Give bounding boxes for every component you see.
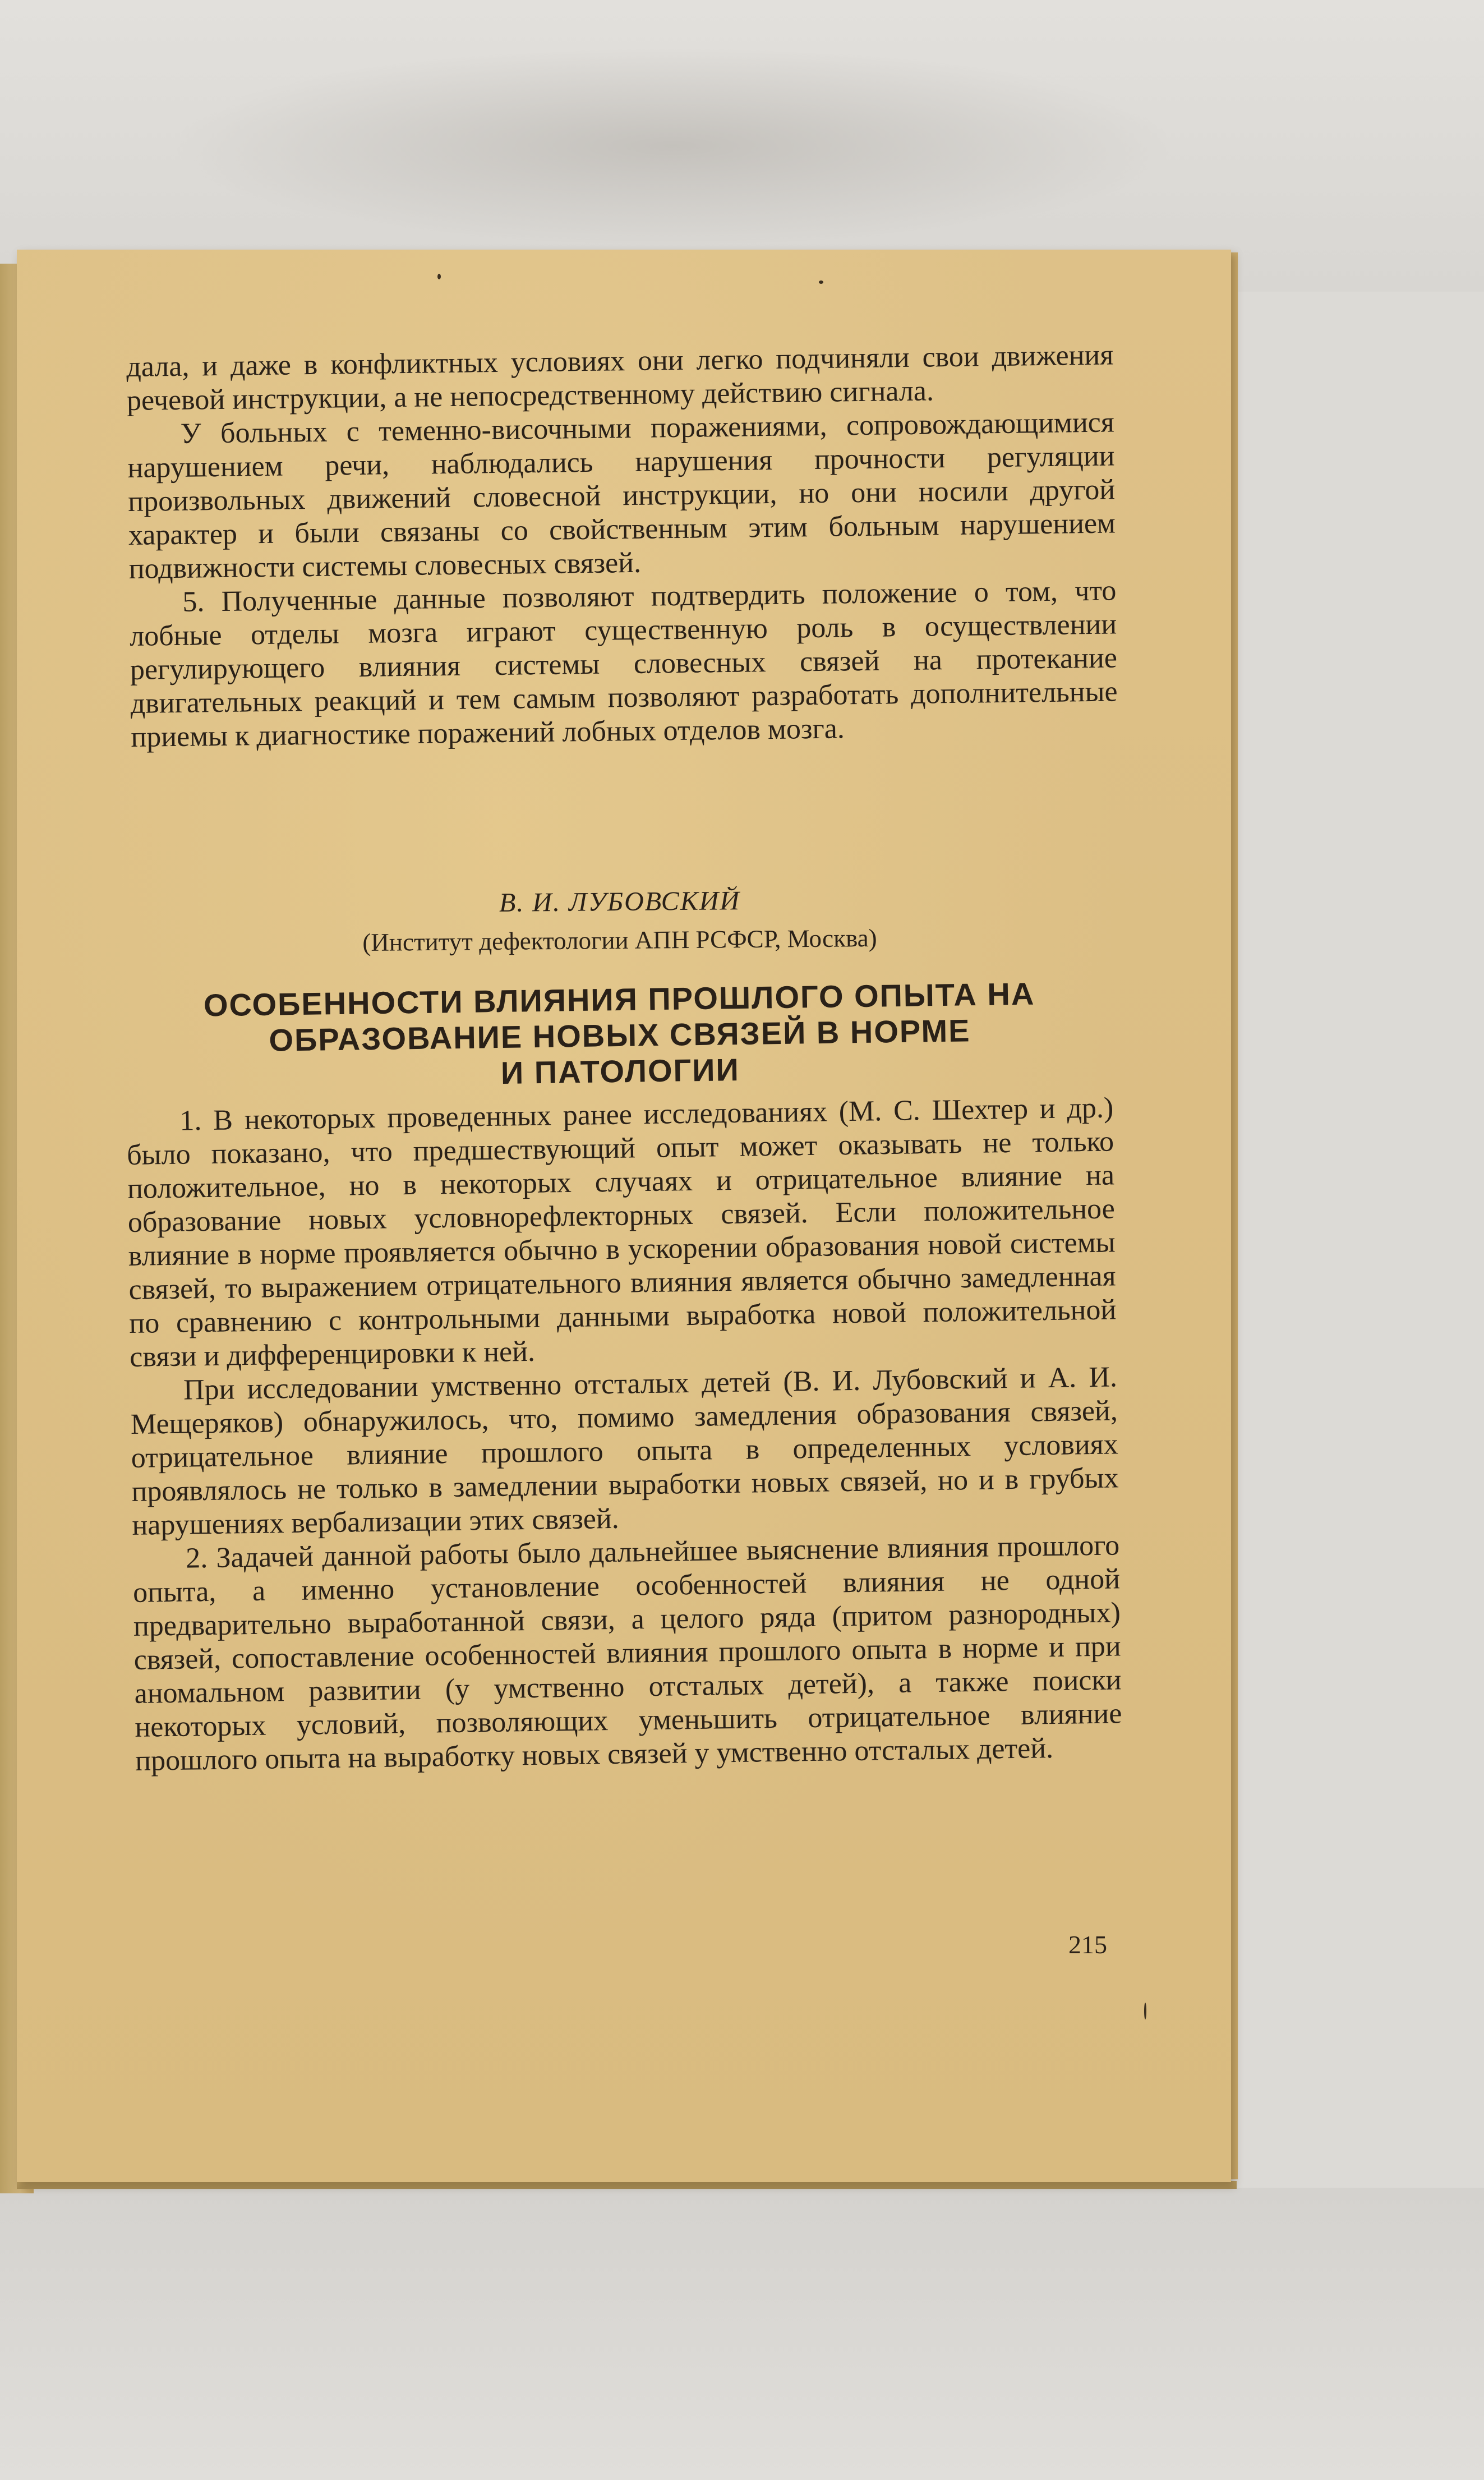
paragraph-retarded-children: При исследовании умственно отсталых детей (В. И. Лубовский и А. И. Мещеряков) обнаружилось, что, помимо замедления образования связей, отрицательное влияние прошлого опыта в определенных условиях проявлялось не только в замедлении выработки новых связей, но и в грубых нарушениях вербализации этих связей. — [130, 1361, 1119, 1542]
text-block-article — [126, 1091, 1123, 1778]
page-right-edge — [1231, 252, 1238, 2179]
author-affiliation: (Институт дефектологии АПН РСФСР, Москва) — [362, 923, 877, 957]
article-author: В. И. ЛУБОВСКИЙ — [499, 886, 741, 918]
paragraph-continuation: дала, и даже в конфликтных условиях они легко подчиняли свои движения речевой инструкции, а не непосредственному действию сигнала. — [126, 339, 1114, 417]
paper-speck — [437, 274, 441, 279]
title-line-2: ОБРАЗОВАНИЕ НОВЫХ СВЯЗЕЙ В НОРМЕ — [269, 1013, 971, 1058]
paragraph-conclusion-5: 5. Полученные данные позволяют подтвердить положение о том, что лобные отделы мозга играют существенную роль в осуществлении регулирующего влияния системы словесных связей на протекание двигательных реакций и тем самым позволяют разработать дополнительные приемы к диагностике поражений лобных отделов мозга. — [129, 574, 1118, 753]
paragraph-1: 1. В некоторых проведенных ранее исследованиях (М. С. Шехтер и др.) было показано, что предшествующий опыт может оказывать не только положительное, но в некоторых случаях и отрицательное влияние на образование новых условнорефлекторных связей. Если положительное влияние в норме проявляется обычно в ускорении образования новой системы связей, то выражением отрицательного влияния является обычно замедленная по сравнению с контрольными данными выработка новой положительной связи и дифференцировки к ней. — [126, 1092, 1117, 1373]
page-bottom-edge — [17, 2181, 1237, 2189]
paragraph-2: 2. Задачей данной работы было дальнейшее выяснение влияния прошлого опыта, а именно установление особенностей влияния не одной предварительно выработанной связи, а целого ряда (притом разнородных) связей, сопоставление особенностей влияния прошлого опыта в норме и при аномальном развитии (у умственно отсталых детей), а также поиски некоторых условий, позволяющих уменьшить отрицательное влияние прошлого опыта на выработку новых связей у умственно отсталых детей. — [132, 1529, 1122, 1777]
page-number: 215 — [1068, 1930, 1107, 1959]
paper-speck — [819, 280, 823, 284]
paragraph-parietal-temporal: У больных с теменно-височными поражениями, сопровождающимися нарушением речи, наблюдались нарушения прочности регуляции произвольных движений словесной инструкции, но они носили другой характер и были связаны со свойственным этим больным нарушением подвижности системы словесных связей. — [127, 406, 1116, 585]
title-line-1: ОСОБЕННОСТИ ВЛИЯНИЯ ПРОШЛОГО ОПЫТА НА — [203, 976, 1035, 1023]
paper-speck — [1144, 2003, 1146, 2019]
background-bottom — [0, 2188, 1484, 2480]
article-title — [126, 975, 1114, 1097]
background-shadow — [168, 45, 1178, 247]
title-line-3: И ПАТОЛОГИИ — [500, 1052, 740, 1091]
text-block-top — [126, 338, 1118, 754]
